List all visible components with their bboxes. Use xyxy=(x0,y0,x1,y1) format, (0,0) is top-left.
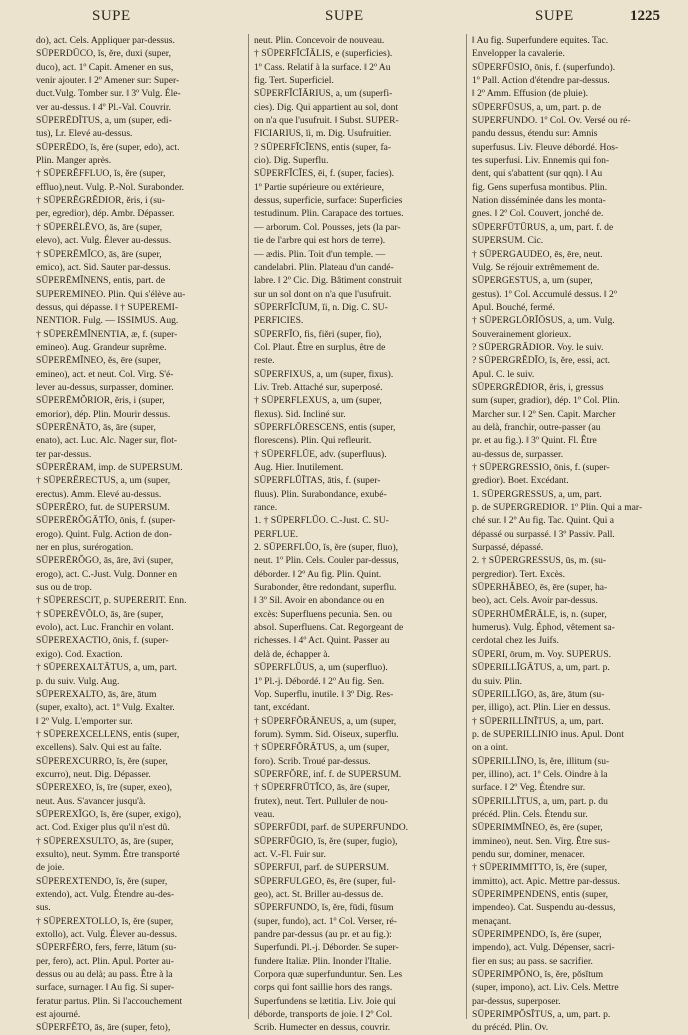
entry-line: SŪPEREXEO, ĭs, īre (super, exeo), xyxy=(36,782,173,794)
entry-line: pandu dessus, étendu sur: Amnis xyxy=(472,128,598,140)
entry-line: surface. ‖ 2º Veg. Étendre sur. xyxy=(472,782,586,794)
entry-line: Surpassé, dépassé. xyxy=(472,542,544,554)
entry-line: evolo), act. Luc. Franchir en volant. xyxy=(36,622,174,634)
entry-line: SŪPERIMPŌNO, ĭs, ĕre, pŏsĭtum xyxy=(472,969,604,981)
entry-line: déborde, transports de joie. ‖ 2º Col. xyxy=(254,1009,393,1021)
entry-line: SŪPERFĒTO, ās, āre (super, feto), xyxy=(36,1022,171,1034)
entry-line: — arborum. Col. Pousses, jets (la par- xyxy=(254,221,401,233)
entry-line: labre. ‖ 2º Cic. Dig. Bâtiment construit xyxy=(254,275,402,287)
entry-line: Nation disséminée dans les monta- xyxy=(472,195,606,207)
entry-line: † SŪPERĒVŎLO, ās, āre (super, xyxy=(36,608,164,620)
entry-line: corps qui font saillie hors des rangs. xyxy=(254,982,393,994)
entry-line: Corpora quæ superfunduntur. Sen. Les xyxy=(254,969,403,981)
entry-line: impendo), act. Vulg. Dépenser, sacri- xyxy=(472,942,615,954)
entry-line: SŪPERĔRAM, imp. de SUPERSUM. xyxy=(36,462,183,473)
entry-line: (super, exalto), act. 1º Vulg. Exalter. xyxy=(36,702,175,714)
entry-line: pandre par-dessus (au pr. et au fig.): xyxy=(254,929,392,941)
entry-line: SŪPERILLĬTUS, a, um, part. p. du xyxy=(472,795,608,807)
entry-line: gnes. ‖ 2º Col. Couvert, jonché de. xyxy=(472,208,604,220)
entry-line: emorior), dép. Plin. Mourir dessus. xyxy=(36,408,171,420)
entry-line: 2. † SŪPERGRESSUS, ūs, m. (su- xyxy=(472,555,607,567)
entry-line: ‖ 2º Amm. Effusion (de pluie). xyxy=(472,88,589,100)
entry-line: Souverainement glorieux. xyxy=(472,328,572,340)
entry-line: SŪPERFŪSUS, a, um, part. p. de xyxy=(472,101,601,113)
entry-line: du suiv. Plin. xyxy=(472,675,523,687)
entry-line: sum (super, gradior), dép. 1º Col. Plin. xyxy=(472,395,620,407)
entry-line: Vulg. Se réjouir extrêmement de. xyxy=(472,261,600,273)
entry-line: SŪPERIMPŎSĬTUS, a, um, part. p. xyxy=(472,1009,611,1021)
entry-line: 1º Cass. Relatif à la surface. ‖ 2º Au xyxy=(254,61,391,73)
entry-line: SŪPERĒRŎGO, ās, āre, āvi (super, xyxy=(36,555,174,567)
entry-line: per, illigo), act. Plin. Lier en dessus. xyxy=(472,702,611,714)
running-header xyxy=(0,8,688,30)
entry-line: sus ou de trop. xyxy=(36,582,92,594)
entry-line: act. Cod. Exiger plus qu'il n'est dû. xyxy=(36,822,170,834)
entry-line: veau. xyxy=(254,808,275,820)
entry-line: † SŪPERĒMĬNENTIA, æ, f. (super- xyxy=(36,328,178,340)
entry-line: † SŪPEREXCELLENS, entis (super, xyxy=(36,728,180,740)
entry-line: SŪPERFŪSIO, ōnis, f. (superfundo). xyxy=(472,61,616,73)
entry-line: SŪPERFĬCĬĀRIUS, a, um (superfi- xyxy=(254,88,393,100)
entry-line: per, fero), act. Plin. Apul. Porter au- xyxy=(36,955,174,967)
entry-line: Aug. Hier. Inutilement. xyxy=(254,462,344,473)
entry-line: 1. † SŪPERFLŬO. C.-Just. C. SU- xyxy=(254,515,389,527)
entry-line: do), act. Cels. Appliquer par-dessus. xyxy=(36,35,175,46)
entry-line: Envelopper la cavalerie. xyxy=(472,48,565,60)
entry-line: ché sur. ‖ 2º Au fig. Tac. Quint. Qui a xyxy=(472,515,615,527)
column-2 xyxy=(254,34,458,1035)
entry-line: † SŪPEREXTOLLO, ĭs, ĕre (super, xyxy=(36,915,174,927)
entry-line: † SŪPERFLŬE, adv. (superfluus). xyxy=(254,448,387,460)
entry-line: † SŪPERIMMITTO, ĭs, ĕre (super, xyxy=(472,862,608,874)
entry-line: de joie. xyxy=(36,862,65,874)
entry-line: reste. xyxy=(254,355,275,367)
entry-line: ‖ 2º Vulg. L'emporter sur. xyxy=(36,715,133,727)
entry-line: cio). Dig. Superflu. xyxy=(254,155,329,167)
entry-line: erectus). Amm. Elevé au-dessus. xyxy=(36,488,162,500)
column-divider xyxy=(248,34,249,1019)
entry-line: † SŪPERGLŌRĬŌSUS, a, um. Vulg. xyxy=(472,315,615,327)
entry-line: p. de SUPERILLINIO inus. Apul. Dont xyxy=(472,728,624,740)
entry-line: beo), act. Cels. Avoir par-dessus. xyxy=(472,595,598,607)
entry-line: Scrib. Humecter en dessus, couvrir. xyxy=(254,1022,391,1034)
entry-line: SŪPEREXTENDO, ĭs, ĕre (super, xyxy=(36,875,168,887)
entry-line: † SŪPERĒRECTUS, a, um (super, xyxy=(36,475,171,487)
entry-line: SUPERFUNDO. 1º Col. Ov. Versé ou ré- xyxy=(472,115,631,127)
entry-line: lever au-dessus, surpasser, dominer. xyxy=(36,381,174,393)
entry-line: SŪPEREXACTIO, ōnis, f. (super- xyxy=(36,635,169,647)
entry-line: † SŪPERGRESSIO, ōnis, f. (super- xyxy=(472,462,610,473)
entry-line: tie de l'arbre qui est hors de terre). xyxy=(254,235,386,247)
entry-line: feratur partus. Plin. Si l'accouchement xyxy=(36,995,183,1007)
entry-line: erogo). Quint. Fulg. Action de don- xyxy=(36,528,172,540)
entry-line: Marcher sur. ‖ 2º Sen. Capit. Marcher xyxy=(472,408,616,420)
entry-line: cerdotal chez les Juifs. xyxy=(472,635,559,647)
entry-line: † SŪPEREXSULTO, ās, āre (super, xyxy=(36,835,174,847)
entry-line: SŪPERFŪDI, parf. de SUPERFUNDO. xyxy=(254,822,409,834)
entry-line: neut. Plin. Concevoir de nouveau. xyxy=(254,35,385,46)
entry-line: emico), act. Sid. Sauter par-dessus. xyxy=(36,261,171,273)
entry-line: SŪPERĔRO, fut. de SUPERSUM. xyxy=(36,502,170,514)
entry-line: ner en plus, surérogation. xyxy=(36,542,134,554)
entry-line: p. du suiv. Vulg. Aug. xyxy=(36,675,120,687)
entry-line: duco), act. 1º Capit. Amener en sus, xyxy=(36,61,174,73)
entry-line: dent, qui s'abattent (sur qqn). ‖ Au xyxy=(472,168,603,180)
entry-line: SŪPERILLĬNO, ĭs, ĕre, illitum (su- xyxy=(472,755,610,767)
entry-line: enato), act. Luc. Alc. Nager sur, flot- xyxy=(36,435,178,447)
entry-line: exigo). Cod. Exaction. xyxy=(36,648,123,660)
entry-line: Surabonder, être redondant, superflu. xyxy=(254,582,397,594)
entry-line: SŪPERGRĔDIOR, ĕris, i, gressus xyxy=(472,381,604,393)
entry-line: † SŪPERĒMĬCO, ās, āre (super, xyxy=(36,248,162,260)
entry-line: excurro), neut. Dig. Dépasser. xyxy=(36,768,151,780)
entry-line: delà de, échapper à. xyxy=(254,648,330,660)
entry-line: SŪPERFŪTŪRUS, a, um, part. f. de xyxy=(472,221,614,233)
entry-line: Apul. Bouché, fermé. xyxy=(472,301,555,313)
entry-line: déborder. ‖ 2º Au fig. Plin. Quint. xyxy=(254,568,382,580)
entry-line: ? SŪPERGRĔDĬO, ĭs, ĕre, essi, act. xyxy=(472,355,611,367)
entry-line: PERFICIES. xyxy=(254,315,304,327)
entry-line: fig. Gens superfusa montibus. Plin. xyxy=(472,181,608,193)
entry-line: SŪPERFĬO, fis, fiĕri (super, fio), xyxy=(254,328,382,340)
entry-line: neut. 1º Plin. Cels. Couler par-dessus, xyxy=(254,555,399,567)
entry-line: SŪPERDŪCO, ĭs, ĕre, duxi (super, xyxy=(36,48,171,60)
entry-line: SŪPEREXCURRO, ĭs, ĕre (super, xyxy=(36,755,168,767)
entry-line: rance. xyxy=(254,502,278,514)
entry-line: SŪPERFIXUS, a, um (super, fixus). xyxy=(254,368,394,380)
entry-line: SŪPEREXALTO, ās, āre, ātum xyxy=(36,688,157,700)
entry-line: tant, excédant. xyxy=(254,702,310,714)
entry-line: 2. SŪPERFLŬO, ĭs, ĕre (super, fluo), xyxy=(254,542,399,554)
entry-line: extendo), act. Vulg. Étendre au-des- xyxy=(36,889,175,900)
entry-line: pergredior). Tert. Excès. xyxy=(472,568,566,580)
entry-line: SŪPERFUI, parf. de SUPERSUM. xyxy=(254,862,389,874)
entry-line: p. de SUPERGREDIOR. 1º Plin. Qui a mar- xyxy=(472,502,643,514)
entry-line: † SŪPERFŎRĀNEUS, a, um (super, xyxy=(254,715,397,727)
entry-line: Superfundi. Pl.-j. Déborder. Se super- xyxy=(254,942,399,954)
entry-line: elevo), act. Vulg. Élever au-dessus. xyxy=(36,235,172,247)
entry-line: SŪPERĒNĂTO, ās, āre (super, xyxy=(36,421,156,433)
entry-line: gredior). Boet. Excédant. xyxy=(472,475,569,487)
entry-line: per, illino), act. 1º Cels. Oindre à la xyxy=(472,768,608,780)
entry-line: SŪPERFŎRE, inf. f. de SUPERSUM. xyxy=(254,768,402,780)
entry-line: † SŪPERFĬCĬĀLIS, e (superficies). xyxy=(254,48,393,60)
entry-line: ver au-dessus. ‖ 4º Pl.-Val. Couvrir. xyxy=(36,101,171,113)
entry-line: SŪPERFĔRO, fers, ferre, lātum (su- xyxy=(36,942,177,954)
entry-line: SŪPERĒMĬNEO, ĕs, ēre (super, xyxy=(36,355,161,367)
entry-line: sur un sol dont on n'a que l'usufruit. xyxy=(254,288,392,300)
entry-line: SŪPERHĂBEO, ēs, ēre (super, ha- xyxy=(472,582,608,594)
entry-line: excellens). Salv. Qui est au faîte. xyxy=(36,742,162,754)
entry-line: pr. et au fig.). ‖ 3º Quint. Fl. Être xyxy=(472,435,597,447)
entry-line: ? SŪPERFĬCĬENS, entis (super, fa- xyxy=(254,141,392,153)
entry-line: fig. Tert. Superficiel. xyxy=(254,75,334,87)
entry-line: absol. Superfluens. Cat. Regorgeant de xyxy=(254,622,404,634)
entry-line: per, egredior), dép. Ambr. Dépasser. xyxy=(36,208,175,220)
entry-line: † SŪPERFRŪTĬCO, ās, āre (super, xyxy=(254,782,390,794)
entry-line: SŪPERFLŌRESCENS, entis (super, xyxy=(254,421,396,433)
entry-line: SŪPERFUNDO, ĭs, ĕre, fūdi, fūsum xyxy=(254,902,394,914)
entry-line: est ajourné. xyxy=(36,1009,81,1021)
entry-line: ‖ Au fig. Superfundere equites. Tac. xyxy=(472,35,609,46)
entry-line: immineo), neut. Sen. Virg. Être sus- xyxy=(472,835,610,847)
entry-line: précéd. Plin. Cels. Étendu sur. xyxy=(472,808,588,820)
entry-line: SŪPEREXĬGO, ĭs, ĕre (super, exigo), xyxy=(36,808,182,820)
entry-line: fier en sus; au pass. se sacrifier. xyxy=(472,955,593,967)
entry-line: SŪPERILLĬGĀTUS, a, um, part. p. xyxy=(472,662,610,674)
entry-line: † SŪPERĔGRĔDIOR, ĕris, i (su- xyxy=(36,195,165,207)
entry-line: erogo), act. C.-Just. Vulg. Donner en xyxy=(36,568,177,580)
entry-line: SŪPERFLŬĬTAS, ātis, f. (super- xyxy=(254,475,381,487)
entry-line: au-dessus de, surpasser. xyxy=(472,448,564,460)
entry-line: NENTIOR. Fulg. — ISSIMUS. Aug. xyxy=(36,315,179,327)
entry-line: SŪPERĒMĬNENS, entis, part. de xyxy=(36,275,165,287)
entry-line: dessus ou au delà; au pass. Être à la xyxy=(36,969,173,981)
entry-line: dessus, qui dépasse. ‖ † SUPEREMI- xyxy=(36,301,179,313)
entry-line: SŪPERIMMĬNEO, ēs, ēre (super, xyxy=(472,822,603,834)
entry-line: † SŪPERFŎRĀTUS, a, um (super, xyxy=(254,742,390,754)
entry-line: SŪPERGESTUS, a, um (super, xyxy=(472,275,593,287)
entry-line: Vop. Superflu, inutile. ‖ 3º Dig. Res- xyxy=(254,688,394,700)
entry-line: florescens). Plin. Qui refleurit. xyxy=(254,435,372,447)
entry-line: — ædis. Plin. Toit d'un temple. — xyxy=(254,248,386,260)
entry-line: † SŪPEREXALTĀTUS, a, um, part. xyxy=(36,662,177,674)
entry-line: SŪPERIMPENDO, ĭs, ĕre (super, xyxy=(472,929,602,941)
entry-line: effluo),neut. Vulg. P.-Nol. Surabonder. xyxy=(36,181,185,193)
entry-line: flexus). Sid. Incliné sur. xyxy=(254,408,346,420)
entry-line: (super, fundo), act. 1º Col. Verser, ré- xyxy=(254,915,397,927)
entry-line: Plin. Manger après. xyxy=(36,155,112,167)
entry-line: exsulto), neut. Symm. Être transporté xyxy=(36,848,180,860)
entry-line: au delà, franchir, outre-passer (au xyxy=(472,421,601,433)
entry-line: † SŪPERĔFFLUO, ĭs, ĕre (super, xyxy=(36,168,166,180)
entry-line: Col. Plaut. Être en surplus, être de xyxy=(254,341,386,353)
entry-line: on a oint. xyxy=(472,742,508,754)
entry-line: SŪPERĒRŎGĀTĬO, ōnis, f. (super- xyxy=(36,515,176,527)
entry-line: du précéd. Plin. Ov. xyxy=(472,1022,549,1034)
entry-line: duct.Vulg. Tomber sur. ‖ 3º Vulg. Éle- xyxy=(36,88,181,100)
entry-line: pendu sur, dominer, menacer. xyxy=(472,848,585,860)
entry-line: ter par-dessus. xyxy=(36,448,92,460)
entry-line: extollo), act. Vulg. Élever au-dessus. xyxy=(36,929,177,941)
entry-line: 1º Pall. Action d'étendre par-dessus. xyxy=(472,75,610,87)
entry-line: 1º Partie supérieure ou extérieure, xyxy=(254,181,385,193)
entry-line: emineo). Aug. Grandeur suprême. xyxy=(36,341,167,353)
entry-line: excès: Superfluens pecunia. Sen. ou xyxy=(254,608,393,620)
entry-line: SŪPERFĬCĬES, ēi, f. (super, facies). xyxy=(254,168,395,180)
entry-line: menaçant. xyxy=(472,915,512,927)
entry-line: SŪPERĒMŎRIOR, ĕris, i (super, xyxy=(36,395,165,407)
entry-line: SŪPERĒDĬTUS, a, um (super, edi- xyxy=(36,115,172,127)
entry-line: surface, surnager. ‖ Au fig. Si super- xyxy=(36,982,175,994)
entry-line: foro). Scrib. Troué par-dessus. xyxy=(254,755,371,767)
entry-line: SŪPERFULGEO, ēs, ēre (super, ful- xyxy=(254,875,396,887)
entry-line: † SŪPERFLEXUS, a, um (super, xyxy=(254,395,382,407)
entry-line: dépassé ou surpassé. ‖ 3º Passiv. Pall. xyxy=(472,528,615,540)
entry-line: dessus, superficie, surface: Superficies xyxy=(254,195,403,207)
column-3 xyxy=(472,34,676,1035)
entry-line: tes superfusi. Liv. Ennemis qui fon- xyxy=(472,155,610,167)
entry-line: SŪPERIMPENDENS, entis (super, xyxy=(472,889,609,900)
entry-line: richesses. ‖ 4º Act. Quint. Passer au xyxy=(254,635,390,647)
header-left-word: SUPE xyxy=(92,8,131,24)
entry-line: superfusus. Liv. Fleuve débordé. Hos- xyxy=(472,141,619,153)
entry-line: candelabri. Plin. Plateau d'un candé- xyxy=(254,261,394,273)
entry-line: act. V.-Fl. Fuir sur. xyxy=(254,848,326,860)
entry-line: fundere Italiæ. Plin. Inonder l'Italie. xyxy=(254,955,392,967)
column-divider xyxy=(466,34,467,1019)
entry-line: 1º Pl.-j. Débordé. ‖ 2º Au fig. Sen. xyxy=(254,675,385,687)
header-right-word: SUPE xyxy=(535,8,574,24)
entry-line: fluus). Plin. Surabondance, exubé- xyxy=(254,488,387,500)
entry-line: forum). Symm. Sid. Oiseux, superflu. xyxy=(254,728,399,740)
entry-line: SŪPERHŬMĔRĀLE, is, n. (super, xyxy=(472,608,607,620)
entry-line: Superfundens se lætitia. Liv. Joie qui xyxy=(254,995,396,1007)
entry-line: ? SŪPERGRĂDIOR. Voy. le suiv. xyxy=(472,341,604,353)
entry-line: neut. Aus. S'avancer jusqu'à. xyxy=(36,795,146,807)
entry-line: 1. SŪPERGRESSUS, a, um, part. xyxy=(472,488,602,500)
entry-line: Apul. C. le suiv. xyxy=(472,368,535,380)
entry-line: gestus). 1º Col. Accumulé dessus. ‖ 2º xyxy=(472,288,617,300)
entry-line: † SŪPERESCIT, p. SUPERERIT. Enn. xyxy=(36,595,187,607)
entry-line: frutex), neut. Tert. Pulluler de nou- xyxy=(254,795,388,807)
entry-line: SŪPERĒDO, ĭs, ĕre (super, edo), act. xyxy=(36,141,180,153)
entry-line: impendeo). Cat. Suspendu au-dessus, xyxy=(472,902,616,914)
entry-line: SŪPERFLŬUS, a, um (superfluo). xyxy=(254,662,388,674)
entry-line: SŪPERILLĬGO, ās, āre, ātum (su- xyxy=(472,688,605,700)
entry-line: par-dessus, superposer. xyxy=(472,995,561,1007)
entry-line: tus), Lr. Elevé au-dessus. xyxy=(36,128,133,140)
entry-line: SŪPERFŬGIO, ĭs, ĕre (super, fugio), xyxy=(254,835,398,847)
entry-line: SUPEREMINEO. Plin. Qui s'élève au- xyxy=(36,288,186,300)
entry-line: emineo), act. et neut. Col. Virg. S'é- xyxy=(36,368,174,380)
entry-line: FICIARIUS, ĭi, m. Dig. Usufruitier. xyxy=(254,128,392,140)
entry-line: (super, impono), act. Liv. Cels. Mettre xyxy=(472,982,619,994)
page-number: 1225 xyxy=(630,8,660,24)
entry-line: on n'a que l'usufruit. ‖ Subst. SUPER- xyxy=(254,115,399,127)
entry-line: † SŪPERGAUDEO, ēs, ēre, neut. xyxy=(472,248,603,260)
entry-line: testudinum. Plin. Carapace des tortues. xyxy=(254,208,404,220)
entry-line: immitto), act. Apic. Mettre par-dessus. xyxy=(472,875,620,887)
entry-line: † SŪPERILLĬNĬTUS, a, um, part. xyxy=(472,715,604,727)
entry-line: cies). Dig. Qui appartient au sol, dont xyxy=(254,101,399,113)
header-center-word: SUPE xyxy=(325,8,364,24)
entry-line: geo), act. St. Briller au-dessus de. xyxy=(254,889,384,900)
entry-line: Liv. Treb. Attaché sur, superposé. xyxy=(254,381,383,393)
entry-line: SŪPERI, ōrum, m. Voy. SUPERUS. xyxy=(472,648,611,660)
entry-line: SŪPERFĬCĬUM, ĭi, n. Dig. C. SU- xyxy=(254,301,388,313)
entry-line: venir ajouter. ‖ 2º Amener sur: Super- xyxy=(36,75,180,87)
entry-line: SUPERSUM. Cic. xyxy=(472,235,544,247)
entry-line: ‖ 3º Sil. Avoir en abondance ou en xyxy=(254,595,385,607)
entry-line: † SŪPERĒLĔVO, ās, āre (super, xyxy=(36,221,163,233)
entry-line: PERFLUE. xyxy=(254,528,298,540)
entry-line: sus. xyxy=(36,902,51,914)
entry-line: humerus). Vulg. Éphod, vêtement sa- xyxy=(472,622,615,634)
column-1 xyxy=(36,34,240,1035)
